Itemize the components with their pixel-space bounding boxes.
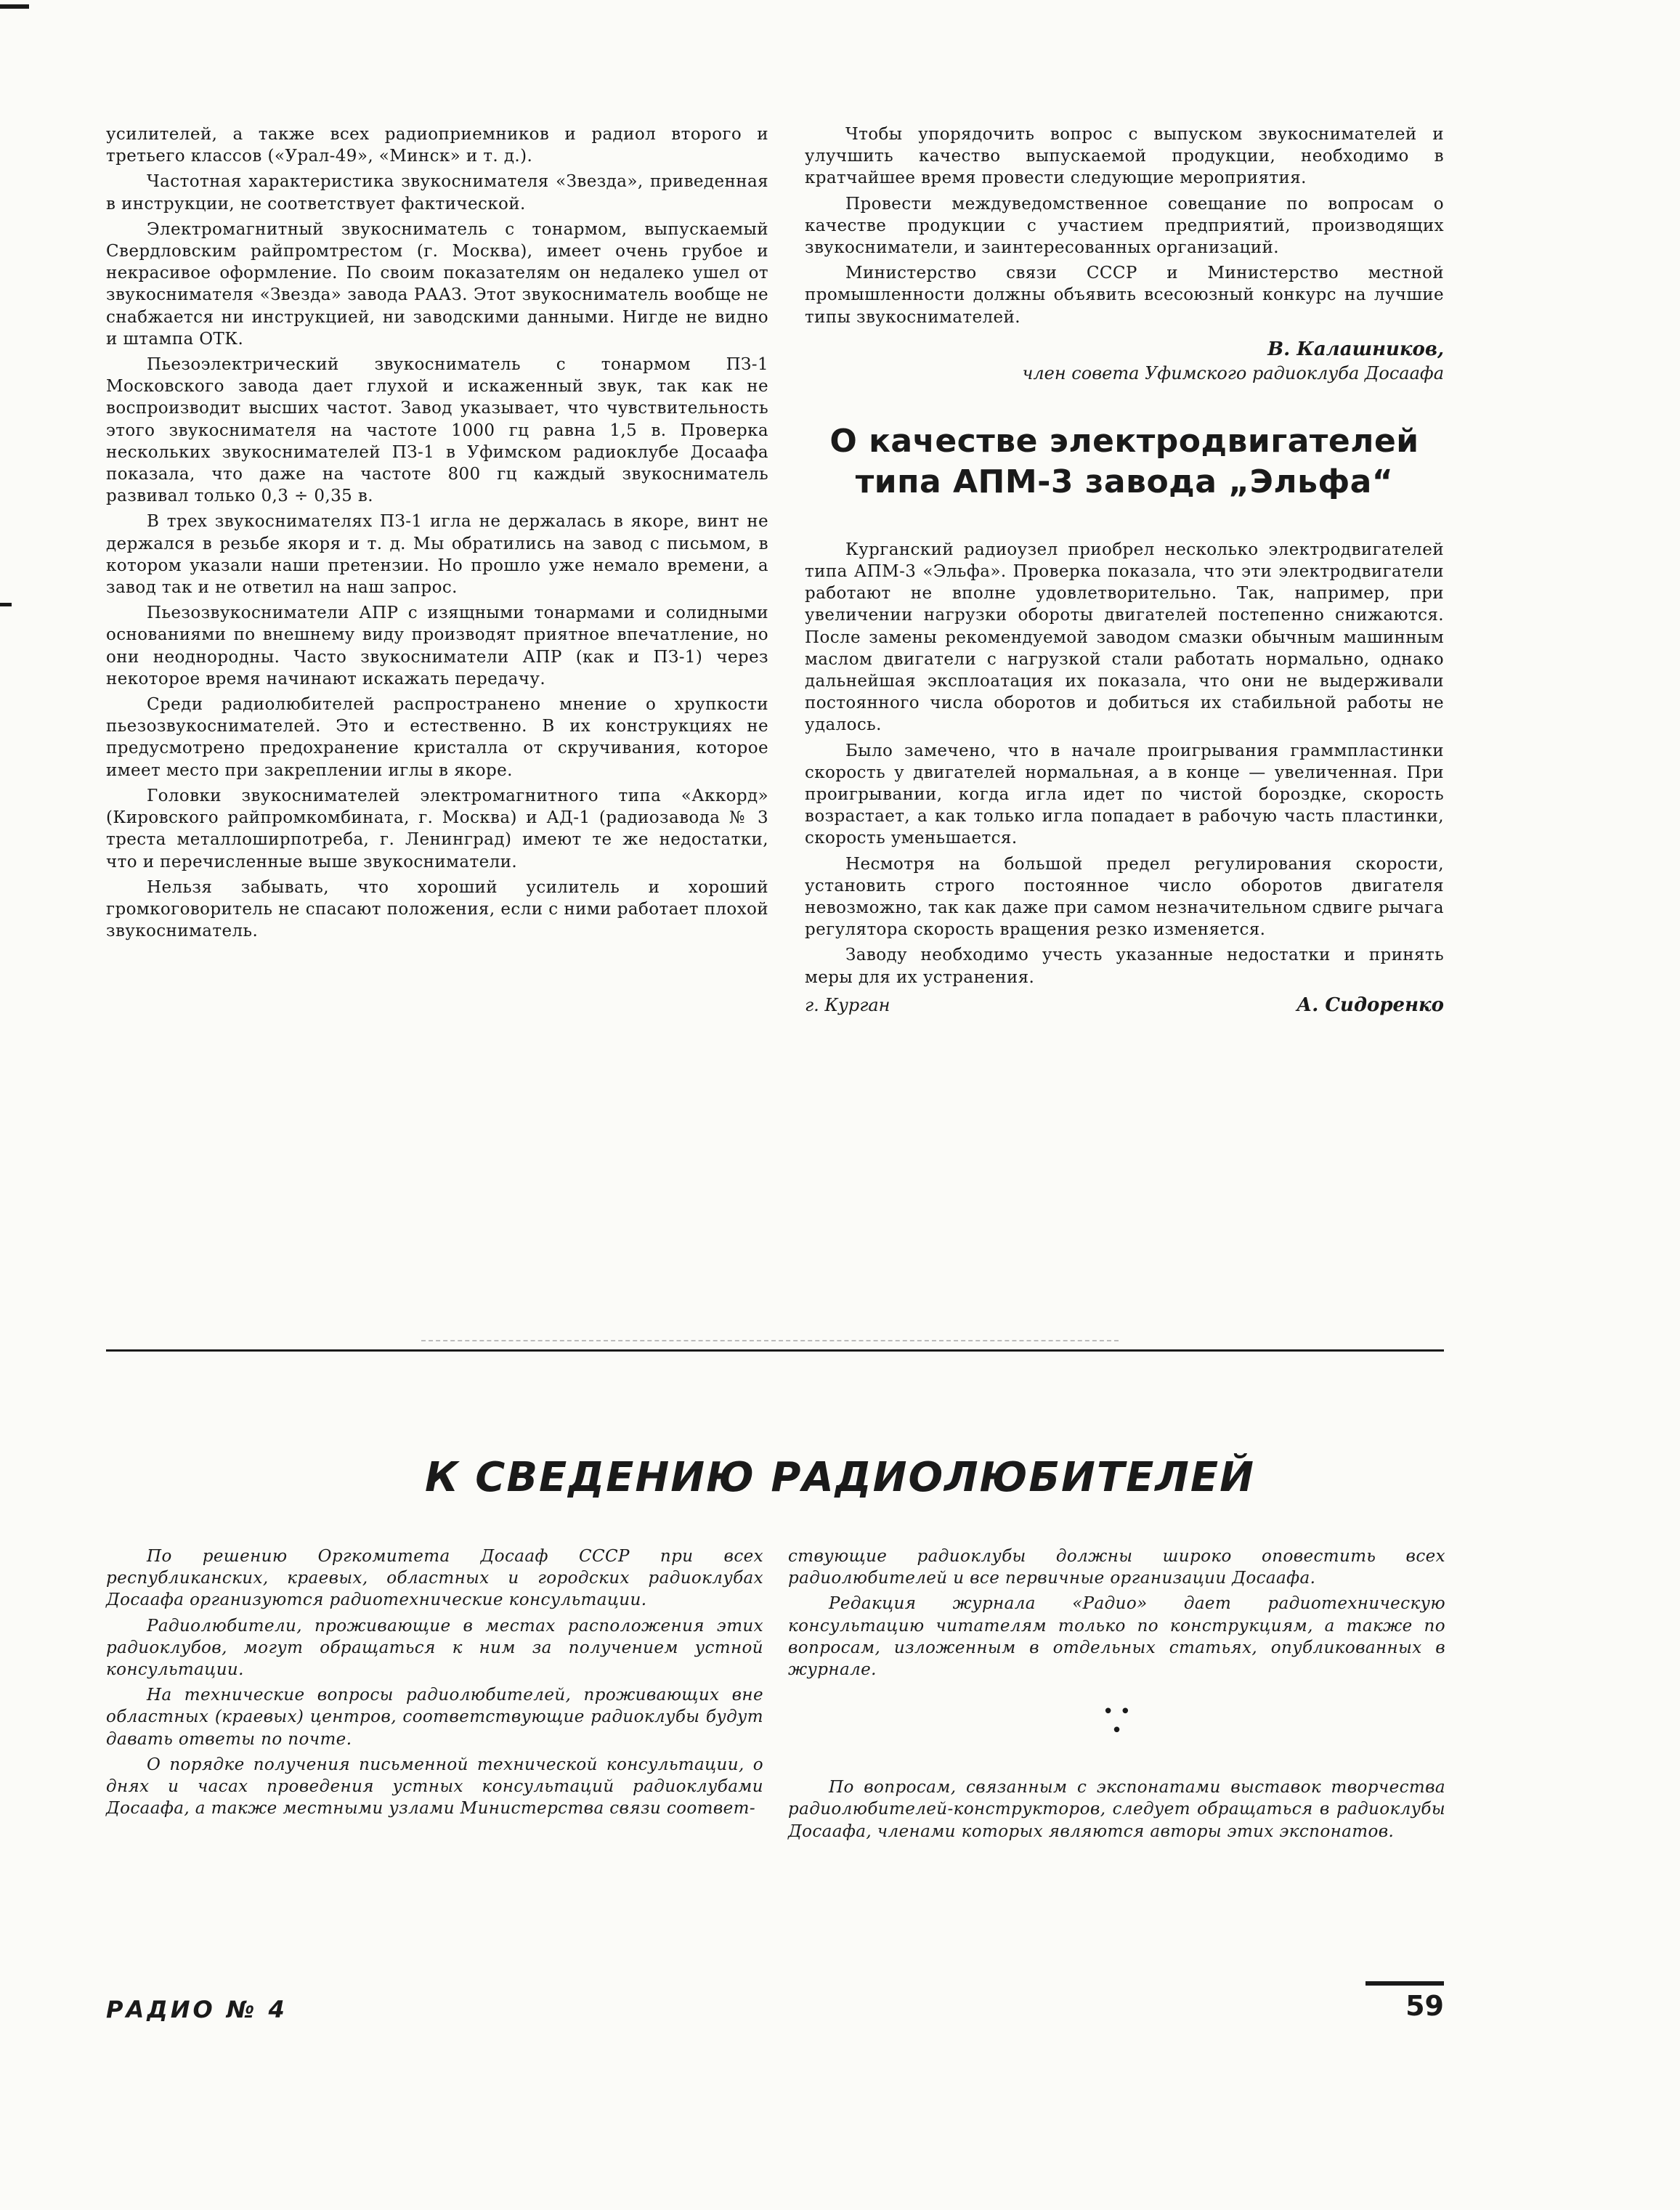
left-paragraph: Среди радиолюбителей распространено мнение о хрупкости пьезозвукоснимателей. Это и естественно. В их конструкциях не предусмотрено предохранение кристалла от скручивания, которое имеет место при закреплении иглы в якоре. [106,695,768,780]
left-paragraph: Пьезоэлектрический звукосниматель с тонармом ПЗ-1 Московского завода дает глухой и искаженный звук, так как не воспроизводит высших частот. Завод указывает, что чувствительность этого звукоснимателя на частоте 1000 гц равна 1,5 в. Проверка нескольких звукоснимателей ПЗ-1 в Уфимском радиоклубе Досаафа показала, что даже на частоте 800 гц каждый звукосниматель развивал только 0,3 ÷ 0,35 в. [106,355,768,506]
article-author: А. Сидоренко [1296,994,1444,1016]
article-title: О качестве электродвигателей типа АПМ-3 завода „Эльфа“ [829,422,1419,500]
right-paragraph: Провести междуведомственное совещание по вопросам о качестве продукции с участием предприятий, производящих звукосниматели, и заинтересованных организаций. [805,194,1444,258]
article-paragraph: Заводу необходимо учесть указанные недостатки и принять меры для их устранения. [805,946,1444,987]
notice-paragraph: По решению Оргкомитета Досааф СССР при всех республиканских, краевых, областных и городских радиоклубах Досаафа организуются радиотехнические консультации. [106,1547,763,1610]
article-city: г. Курган [805,994,890,1015]
left-paragraph: Электромагнитный звукосниматель с тонармом, выпускаемый Свердловским райпромтрестом (г. Москва), имеет очень грубое и некрасивое оформление. По своим показателям он недалеко ушел от звукоснимателя «Звезда» завода РААЗ. Этот звукосниматель вообще не снабжается ни инструкцией, ни заводскими данными. Нигде не видно и штампа ОТК. [106,219,768,349]
notice-closing: По вопросам, связанным с экспонатами выставок творчества радиолюбителей-конструкторов, следует обращаться в радиоклубы Досаафа, членами которых являются авторы этих экспонатов. [788,1778,1445,1841]
stars-top: • • [1103,1701,1131,1723]
right-paragraph: Министерство связи СССР и Министерство местной промышленности должны объявить всесоюзный конкурс на лучшие типы звукоснимателей. [805,264,1444,327]
notice-right-column [788,1545,1445,1843]
faint-divider [421,1340,1119,1341]
section-divider [106,1349,1444,1352]
left-paragraph: Частотная характеристика звукоснимателя «Звезда», приведенная в инструкции, не соответствует фактической. [106,172,768,214]
notice-left-column [106,1545,763,1819]
right-paragraph: Чтобы упорядочить вопрос с выпуском звукоснимателей и улучшить качество выпускаемой продукции, необходимо в кратчайшее время провести следующие мероприятия. [805,125,1444,188]
article-paragraph: Курганский радиоузел приобрел несколько электродвигателей типа АПМ-3 «Эльфа». Проверка показала, что эти электродвигатели работают не вполне удовлетворительно. Так, например, при увеличении нагрузки обороты двигателей постепенно снижаются. После замены рекомендуемой заводом смазки обычным машинным маслом двигатели с нагрузкой стали работать нормально, однако дальнейшая эксплоатация их показала, что они не выдерживали постоянного числа оборотов и добиться их стабильной работы не удалось. [805,540,1444,735]
stars-bottom: • [1111,1720,1123,1742]
notice-title: К СВЕДЕНИЮ РАДИОЛЮБИТЕЛЕЙ [424,1454,1255,1501]
left-paragraph: усилителей, а также всех радиоприемников и радиол второго и третьего классов («Урал-49», «Минск» и т. д.). [106,125,768,166]
article-left-column [106,123,768,942]
article-right-column [805,123,1444,1016]
separator-stars [788,1702,1445,1740]
magazine-issue: РАДИО № 4 [106,1996,288,2023]
article-paragraph: Несмотря на большой предел регулирования скорости, установить строго постоянное число оборотов двигателя невозможно, так как даже при самом незначительном сдвиге рычага регулятора скорость вращения резко изменяется. [805,854,1444,940]
left-paragraph: Пьезозвукосниматели АПР с изящными тонармами и солидными основаниями по внешнему виду производят приятное впечатление, но они неоднородны. Часто звукосниматели АПР (как и ПЗ-1) через некоторое время начинают искажать передачу. [106,604,768,688]
left-paragraph: Головки звукоснимателей электромагнитного типа «Аккорд» (Кировского райпромкомбината, г. Москва) и АД-1 (радиозавода № 3 треста металлоширпотреба, г. Ленинград) имеют те же недостатки, что и перечисленные выше звукосниматели. [106,786,768,872]
left-paragraph: В трех звукоснимателях ПЗ-1 игла не держалась в якоре, винт не держался в резьбе якоря и т. д. Мы обратились на завод с письмом, в котором указали наши претензии. Но прошло уже немало времени, а завод так и не ответил на наш запрос. [106,512,768,598]
scan-edge-mark-top [0,4,29,9]
notice-paragraph: ствующие радиоклубы должны широко оповестить всех радиолюбителей и все первичные организации Досаафа. [788,1547,1445,1588]
scan-edge-mark-middle [0,603,12,606]
article-paragraph: Было замечено, что в начале проигрывания граммпластинки скорость у двигателей нормальная, а в конце — увеличенная. При проигрывании, когда игла идет по чистой бороздке, скорость возрастает, а как только игла попадает в рабочую часть пластинки, скорость уменьшается. [805,741,1444,848]
notice-paragraph: На технические вопросы радиолюбителей, проживающих вне областных (краевых) центров, соответствующие радиоклубы будут давать ответы по почте. [106,1686,763,1749]
notice-paragraph: Радиолюбители, проживающие в местах расположения этих радиоклубов, могут обращаться к ним за получением устной консультации. [106,1616,763,1680]
page-number-rule [1365,1981,1444,1986]
author-signature: В. Калашников, [1267,338,1444,360]
page-number: 59 [1405,1990,1444,2022]
article-signature-line [805,994,1444,1016]
left-paragraph: Нельзя забывать, что хороший усилитель и хороший громкоговоритель не спасают положения, если с ними работает плохой звукосниматель. [106,877,768,941]
notice-paragraph: О порядке получения письменной технической консультации, о днях и часах проведения устных консультаций радиоклубами Досаафа, а также местными узлами Министерства связи соответ- [106,1755,763,1819]
notice-paragraph: Редакция журнала «Радио» дает радиотехническую консультацию читателям только по конструкциям, а также по вопросам, изложенным в отдельных статьях, опубликованных в журнале. [788,1594,1445,1680]
author-role: член совета Уфимского радиоклуба Досаафа [1022,362,1444,383]
